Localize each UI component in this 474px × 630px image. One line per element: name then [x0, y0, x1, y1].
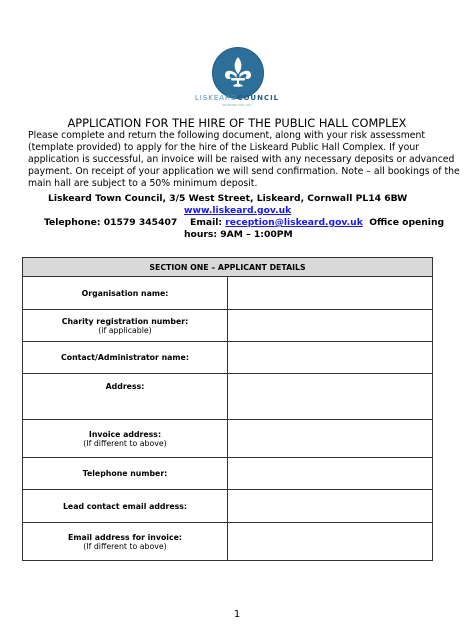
intro-line: (template provided) to apply for the hire of the Liskeard Public Hall Complex. If your	[28, 142, 420, 153]
intro-line: Please complete and return the following document, along with your risk assessment	[28, 130, 426, 141]
office-label: Office opening	[369, 217, 445, 228]
opening-hours: hours: 9AM – 1:00PM	[184, 229, 293, 240]
contact-name-field[interactable]	[228, 342, 433, 374]
applicant-details-table	[22, 257, 433, 561]
section-header: SECTION ONE – APPLICANT DETAILS	[23, 258, 433, 277]
field-label: Organisation name:	[23, 277, 228, 310]
intro-paragraph	[28, 130, 468, 190]
website-link[interactable]: www.liskeard.gov.uk	[184, 205, 292, 216]
invoice-address-field[interactable]	[228, 420, 433, 458]
address-field[interactable]	[228, 374, 433, 420]
email-link[interactable]: reception@liskeard.gov.uk	[225, 217, 363, 228]
intro-line: application is successful, an invoice will be raised with any necessary deposits or advanced	[28, 154, 455, 165]
field-label: Charity registration number: (if applicable)	[23, 310, 228, 342]
intro-line: main hall are subject to a 50% minimum deposit.	[28, 178, 258, 189]
invoice-email-field[interactable]	[228, 523, 433, 561]
field-label: Address:	[23, 374, 228, 420]
logo-tagline: WORKING FOR YOU	[222, 103, 252, 107]
field-label: Invoice address: (If different to above)	[23, 420, 228, 458]
email-label: Email:	[190, 217, 223, 228]
page-number: 1	[233, 609, 241, 620]
telephone-text: Telephone: 01579 345407	[44, 217, 178, 228]
telephone-field[interactable]	[228, 458, 433, 490]
document-title: APPLICATION FOR THE HIRE OF THE PUBLIC HALL COMPLEX	[67, 116, 407, 130]
field-label: Contact/Administrator name:	[23, 342, 228, 374]
logo-wordmark: LISKEARDCOUNCIL	[194, 94, 280, 102]
intro-line: payment. On receipt of your application we will send confirmation. Note – all bookings of the	[28, 166, 460, 177]
council-logo	[212, 47, 264, 99]
council-address: Liskeard Town Council, 3/5 West Street, Liskeard, Cornwall PL14 6BW	[48, 193, 408, 204]
charity-number-field[interactable]	[228, 310, 433, 342]
field-label: Telephone number:	[23, 458, 228, 490]
lead-email-field[interactable]	[228, 490, 433, 523]
contact-line	[44, 217, 444, 228]
field-label: Lead contact email address:	[23, 490, 228, 523]
field-label: Email address for invoice: (If different to above)	[23, 523, 228, 561]
organisation-name-field[interactable]	[228, 277, 433, 310]
